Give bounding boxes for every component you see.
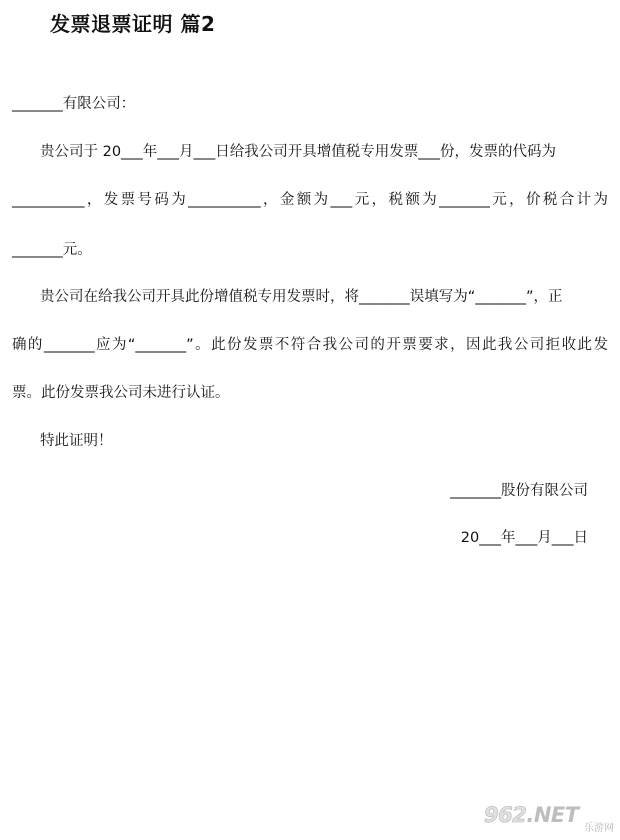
signature-company: _______股份有限公司 [450,483,588,499]
paragraph-1-line-3: _______元。 [12,242,92,258]
closing-statement: 特此证明！ [40,433,113,449]
signature-date: 20___年___月___日 [460,530,588,546]
paragraph-2-line-2: 确的_______应为“_______”。此份发票不符合我公司的开票要求，因此我公司拒收此发 [12,337,608,353]
watermark-subtitle: 乐游网 [584,823,614,834]
salutation: _______有限公司： [12,96,136,112]
watermark-logo [484,804,579,826]
document-title: 发票退票证明 篇2 [50,12,216,36]
paragraph-2-line-3: 票。此份发票我公司未进行认证。 [12,385,230,401]
watermark-logo-suffix: .NET [526,803,579,827]
watermark-logo-number: 962 [484,803,527,827]
site-watermark [484,804,614,834]
paragraph-2-line-1: 贵公司在给我公司开具此份增值税专用发票时，将_______误填写为“_______”，正 [40,289,563,305]
paragraph-1-line-1: 贵公司于 20___年___月___日给我公司开具增值税专用发票___份，发票的代码为 [40,144,557,160]
paragraph-1-line-2: __________，发票号码为__________，金额为___元，税额为_______元，价税合计为 [12,192,608,208]
